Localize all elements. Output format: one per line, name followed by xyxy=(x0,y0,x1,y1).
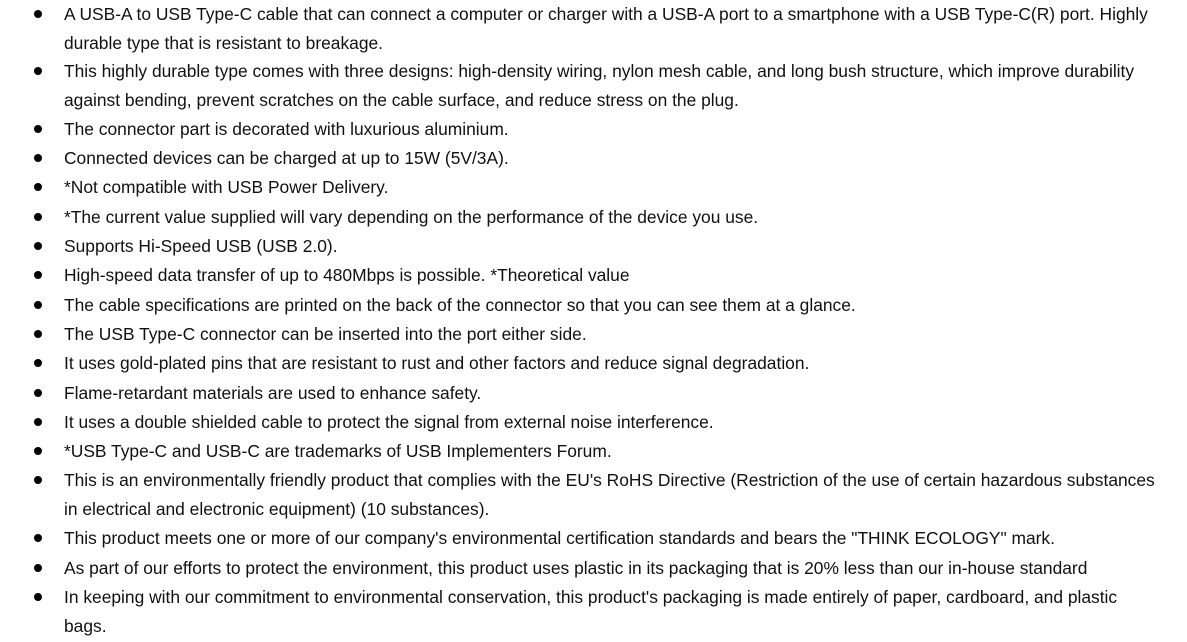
list-item xyxy=(64,57,1164,114)
bullet-icon xyxy=(34,418,42,426)
feature-text: In keeping with our commitment to environmental conservation, this product's packaging is made entirely of paper, cardboard, and plastic bags. xyxy=(64,587,1118,636)
list-item xyxy=(64,0,1164,57)
list-item xyxy=(64,261,1164,290)
list-item xyxy=(64,408,1164,437)
bullet-icon xyxy=(34,213,42,221)
bullet-icon xyxy=(34,271,42,279)
list-item xyxy=(64,203,1164,232)
feature-text: Supports Hi-Speed USB (USB 2.0). xyxy=(64,236,338,256)
feature-text: This product meets one or more of our company's environmental certification standards and bears the "THINK ECOLOGY" mark. xyxy=(64,528,1055,548)
bullet-icon xyxy=(34,301,42,309)
feature-text: It uses gold-plated pins that are resistant to rust and other factors and reduce signal degradation. xyxy=(64,353,810,373)
feature-text: Flame-retardant materials are used to enhance safety. xyxy=(64,383,482,403)
bullet-icon xyxy=(34,593,42,601)
list-item xyxy=(64,291,1164,320)
bullet-icon xyxy=(34,67,42,75)
list-item xyxy=(64,437,1164,466)
feature-text: Connected devices can be charged at up to 15W (5V/3A). xyxy=(64,148,509,168)
list-item xyxy=(64,349,1164,378)
feature-text: The cable specifications are printed on the back of the connector so that you can see them at a glance. xyxy=(64,295,856,315)
list-item xyxy=(64,583,1164,640)
list-item xyxy=(64,524,1164,553)
feature-text: This highly durable type comes with three designs: high-density wiring, nylon mesh cable, and long bush structure, which improve durability against bending, prevent scratches on the cable surface, and reduce stress on the plug. xyxy=(64,61,1135,110)
bullet-icon xyxy=(34,330,42,338)
bullet-icon xyxy=(34,476,42,484)
list-item xyxy=(64,173,1164,202)
feature-text: High-speed data transfer of up to 480Mbps is possible. *Theoretical value xyxy=(64,265,630,285)
bullet-icon xyxy=(34,10,42,18)
feature-text: A USB-A to USB Type-C cable that can connect a computer or charger with a USB-A port to a smartphone with a USB Type-C(R) port. Highly durable type that is resistant to breakage. xyxy=(64,4,1148,53)
feature-text: The USB Type-C connector can be inserted into the port either side. xyxy=(64,324,587,344)
list-item xyxy=(64,144,1164,173)
bullet-icon xyxy=(34,447,42,455)
bullet-icon xyxy=(34,183,42,191)
list-item xyxy=(64,554,1164,583)
feature-text: The connector part is decorated with luxurious aluminium. xyxy=(64,119,509,139)
feature-text: *The current value supplied will vary depending on the performance of the device you use. xyxy=(64,207,759,227)
feature-text: *USB Type-C and USB-C are trademarks of USB Implementers Forum. xyxy=(64,441,612,461)
list-item xyxy=(64,379,1164,408)
feature-text: It uses a double shielded cable to protect the signal from external noise interference. xyxy=(64,412,714,432)
list-item xyxy=(64,320,1164,349)
feature-text: *Not compatible with USB Power Delivery. xyxy=(64,177,389,197)
list-item xyxy=(64,466,1164,523)
bullet-icon xyxy=(34,242,42,250)
bullet-icon xyxy=(34,125,42,133)
bullet-icon xyxy=(34,564,42,572)
bullet-icon xyxy=(34,389,42,397)
feature-text: As part of our efforts to protect the environment, this product uses plastic in its packaging that is 20% less than our in-house standard xyxy=(64,558,1088,578)
bullet-icon xyxy=(34,154,42,162)
bullet-icon xyxy=(34,359,42,367)
feature-text: This is an environmentally friendly product that complies with the EU's RoHS Directive (Restriction of the use of certain hazardous substances in electrical and electronic equipment) (10 substances). xyxy=(64,470,1155,519)
bullet-icon xyxy=(34,534,42,542)
list-item xyxy=(64,232,1164,261)
list-item xyxy=(64,115,1164,144)
